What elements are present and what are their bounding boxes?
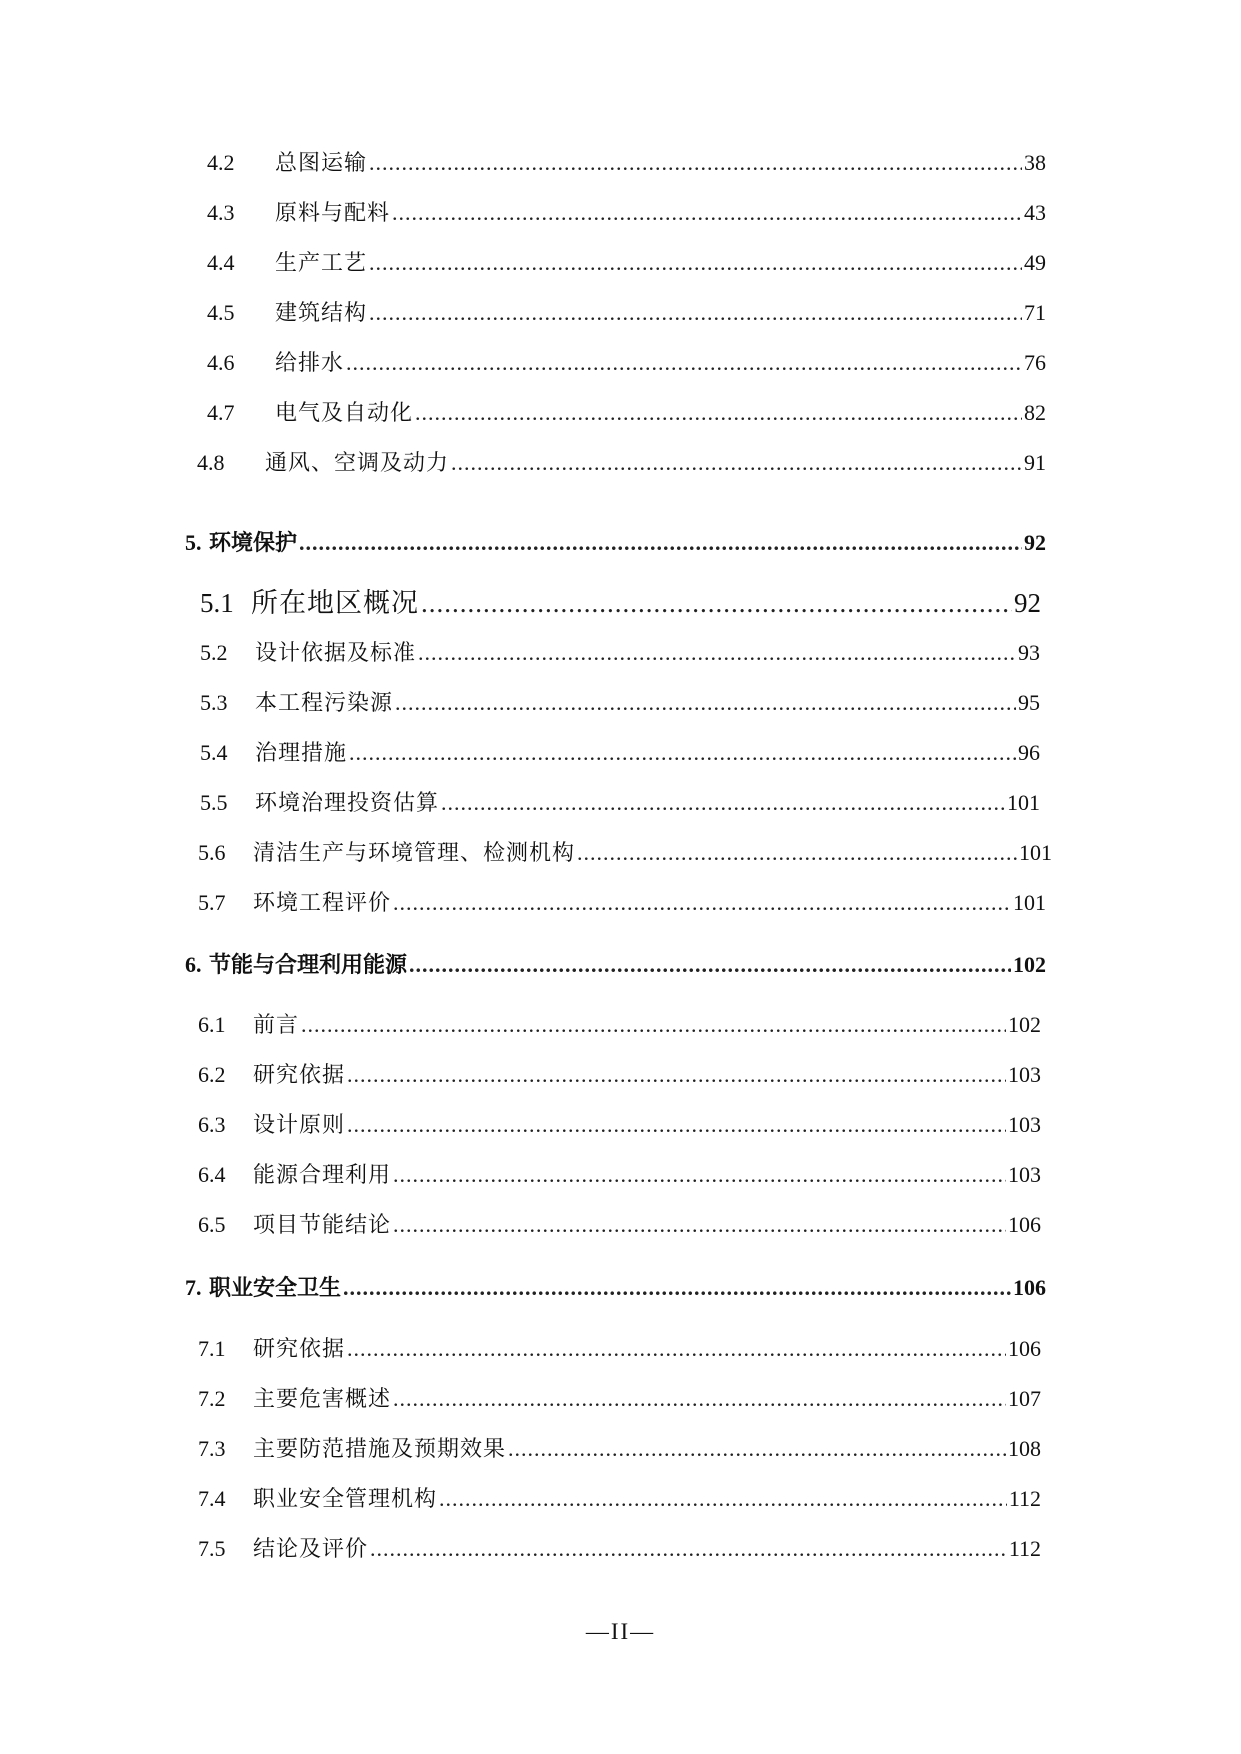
toc-section-title: 职业安全管理机构 <box>253 1486 438 1511</box>
toc-section-number: 7.3 <box>198 1436 226 1461</box>
toc-row[interactable] <box>198 1434 1041 1464</box>
toc-section-number: 7.5 <box>198 1536 226 1561</box>
toc-section-number: 4.8 <box>197 450 225 475</box>
toc-section-title: 电气及自动化 <box>275 400 414 425</box>
toc-dot-leader <box>369 248 1022 278</box>
toc-section-number: 7.4 <box>198 1486 226 1511</box>
toc-dot-leader <box>301 1010 1006 1040</box>
toc-dot-leader <box>369 298 1022 328</box>
toc-row[interactable] <box>185 1273 1046 1303</box>
toc-dot-leader <box>418 638 1016 668</box>
toc-page-number: 91 <box>1024 450 1046 475</box>
toc-section-number: 5.4 <box>200 740 228 765</box>
toc-row[interactable] <box>198 1534 1041 1564</box>
toc-section-title: 结论及评价 <box>253 1536 369 1561</box>
toc-row[interactable] <box>185 950 1046 980</box>
toc-section-number: 6. <box>185 952 202 977</box>
toc-section-number: 4.3 <box>207 200 235 225</box>
toc-section-number: 6.4 <box>198 1162 226 1187</box>
toc-dot-leader <box>393 1210 1006 1240</box>
toc-row[interactable] <box>200 586 1041 620</box>
toc-row[interactable] <box>198 1210 1041 1240</box>
toc-row[interactable] <box>200 738 1040 768</box>
toc-row[interactable] <box>197 448 1046 478</box>
toc-page-number: 43 <box>1024 200 1046 225</box>
toc-section-number: 7.1 <box>198 1336 226 1361</box>
toc-row[interactable] <box>200 788 1040 818</box>
toc-page-number: 76 <box>1024 350 1046 375</box>
page-number: —II— <box>585 1619 656 1644</box>
toc-section-title: 治理措施 <box>255 740 348 765</box>
toc-section-number: 4.6 <box>207 350 235 375</box>
toc-section-title: 前言 <box>253 1012 300 1037</box>
toc-page-number: 95 <box>1018 690 1040 715</box>
toc-section-title: 研究依据 <box>253 1336 346 1361</box>
toc-section-number: 4.4 <box>207 250 235 275</box>
toc-row[interactable] <box>198 838 1052 868</box>
toc-section-number: 6.5 <box>198 1212 226 1237</box>
toc-section-number: 5.7 <box>198 890 226 915</box>
toc-section-title: 原料与配料 <box>275 200 391 225</box>
toc-page-number: 102 <box>1008 1012 1041 1037</box>
toc-page-number: 101 <box>1019 840 1052 865</box>
toc-page-number: 49 <box>1024 250 1046 275</box>
toc-row[interactable] <box>207 198 1046 228</box>
toc-section-title: 清洁生产与环境管理、检测机构 <box>253 840 576 865</box>
toc-dot-leader <box>370 1534 1007 1564</box>
toc-section-title: 研究依据 <box>253 1062 346 1087</box>
toc-section-title: 环境保护 <box>209 530 298 555</box>
toc-section-title: 设计依据及标准 <box>255 640 417 665</box>
toc-row[interactable] <box>207 348 1046 378</box>
toc-section-number: 6.2 <box>198 1062 226 1087</box>
toc-page-number: 38 <box>1024 150 1046 175</box>
toc-page-number: 106 <box>1008 1336 1041 1361</box>
toc-section-title: 所在地区概况 <box>251 588 419 618</box>
toc-row[interactable] <box>198 1110 1041 1140</box>
toc-row[interactable] <box>207 148 1046 178</box>
toc-page-number: 112 <box>1008 1536 1041 1561</box>
toc-page-number: 102 <box>1013 952 1046 977</box>
toc-section-title: 主要防范措施及预期效果 <box>253 1436 507 1461</box>
toc-section-number: 4.7 <box>207 400 235 425</box>
toc-section-title: 总图运输 <box>275 150 368 175</box>
toc-section-number: 5.2 <box>200 640 228 665</box>
toc-row[interactable] <box>207 248 1046 278</box>
toc-section-title: 本工程污染源 <box>255 690 394 715</box>
toc-page-number: 82 <box>1024 400 1046 425</box>
toc-dot-leader <box>349 738 1016 768</box>
toc-page-number: 106 <box>1008 1212 1041 1237</box>
toc-row[interactable] <box>198 1484 1041 1514</box>
toc-dot-leader <box>392 198 1022 228</box>
toc-section-number: 7. <box>185 1275 202 1300</box>
toc-section-title: 环境工程评价 <box>253 890 392 915</box>
toc-page-number: 106 <box>1013 1275 1046 1300</box>
toc-dot-leader <box>347 1060 1006 1090</box>
toc-row[interactable] <box>207 298 1046 328</box>
toc-dot-leader <box>409 950 1011 980</box>
toc-row[interactable] <box>198 1010 1041 1040</box>
toc-page-number: 103 <box>1008 1062 1041 1087</box>
toc-section-title: 能源合理利用 <box>253 1162 392 1187</box>
toc-dot-leader <box>393 1384 1006 1414</box>
toc-page-number: 93 <box>1018 640 1040 665</box>
toc-section-number: 4.5 <box>207 300 235 325</box>
toc-section-title: 主要危害概述 <box>253 1386 392 1411</box>
toc-page-number: 108 <box>1008 1436 1041 1461</box>
toc-dot-leader <box>441 788 1005 818</box>
toc-dot-leader <box>393 888 1011 918</box>
toc-row[interactable] <box>200 688 1040 718</box>
toc-dot-leader <box>347 1110 1006 1140</box>
toc-dot-leader <box>346 348 1022 378</box>
toc-section-title: 给排水 <box>275 350 345 375</box>
toc-page-number: 101 <box>1013 890 1046 915</box>
toc-page-number: 103 <box>1008 1112 1041 1137</box>
toc-page-number: 71 <box>1024 300 1046 325</box>
toc-dot-leader <box>439 1484 1007 1514</box>
toc-section-title: 生产工艺 <box>275 250 368 275</box>
toc-dot-leader <box>369 148 1022 178</box>
toc-row[interactable] <box>185 528 1046 558</box>
toc-dot-leader <box>393 1160 1006 1190</box>
toc-section-title: 通风、空调及动力 <box>265 450 450 475</box>
toc-section-title: 职业安全卫生 <box>209 1275 342 1300</box>
toc-section-number: 5.3 <box>200 690 228 715</box>
toc-row[interactable] <box>200 638 1040 668</box>
toc-section-number: 6.3 <box>198 1112 226 1137</box>
toc-section-number: 5.1 <box>200 588 234 618</box>
toc-page-number: 107 <box>1008 1386 1041 1411</box>
toc-row[interactable] <box>198 1334 1041 1364</box>
toc-page-number: 103 <box>1008 1162 1041 1187</box>
toc-section-title: 设计原则 <box>253 1112 346 1137</box>
toc-section-number: 4.2 <box>207 150 235 175</box>
toc-row[interactable] <box>207 398 1046 428</box>
toc-dot-leader <box>451 448 1022 478</box>
toc-dot-leader <box>415 398 1022 428</box>
toc-section-number: 5. <box>185 530 202 555</box>
toc-section-number: 5.5 <box>200 790 228 815</box>
toc-section-number: 6.1 <box>198 1012 226 1037</box>
toc-row[interactable] <box>198 1160 1041 1190</box>
toc-page-number: 101 <box>1007 790 1040 815</box>
toc-dot-leader <box>508 1434 1006 1464</box>
toc-dot-leader <box>395 688 1016 718</box>
toc-row[interactable] <box>198 1060 1041 1090</box>
toc-page-number: 96 <box>1018 740 1040 765</box>
toc-row[interactable] <box>198 888 1046 918</box>
toc-section-title: 建筑结构 <box>275 300 368 325</box>
toc-dot-leader <box>577 838 1017 868</box>
toc-page-number: 112 <box>1008 1486 1041 1511</box>
toc-section-title: 环境治理投资估算 <box>255 790 440 815</box>
toc-section-number: 7.2 <box>198 1386 226 1411</box>
toc-page-number: 92 <box>1024 530 1046 555</box>
toc-dot-leader <box>347 1334 1006 1364</box>
toc-page-number: 92 <box>1014 588 1041 618</box>
toc-dot-leader <box>299 528 1022 558</box>
toc-dot-leader <box>421 586 1012 620</box>
toc-section-number: 5.6 <box>198 840 226 865</box>
toc-section-title: 节能与合理利用能源 <box>209 952 408 977</box>
toc-row[interactable] <box>198 1384 1041 1414</box>
toc-section-title: 项目节能结论 <box>253 1212 392 1237</box>
toc-dot-leader <box>343 1273 1011 1303</box>
